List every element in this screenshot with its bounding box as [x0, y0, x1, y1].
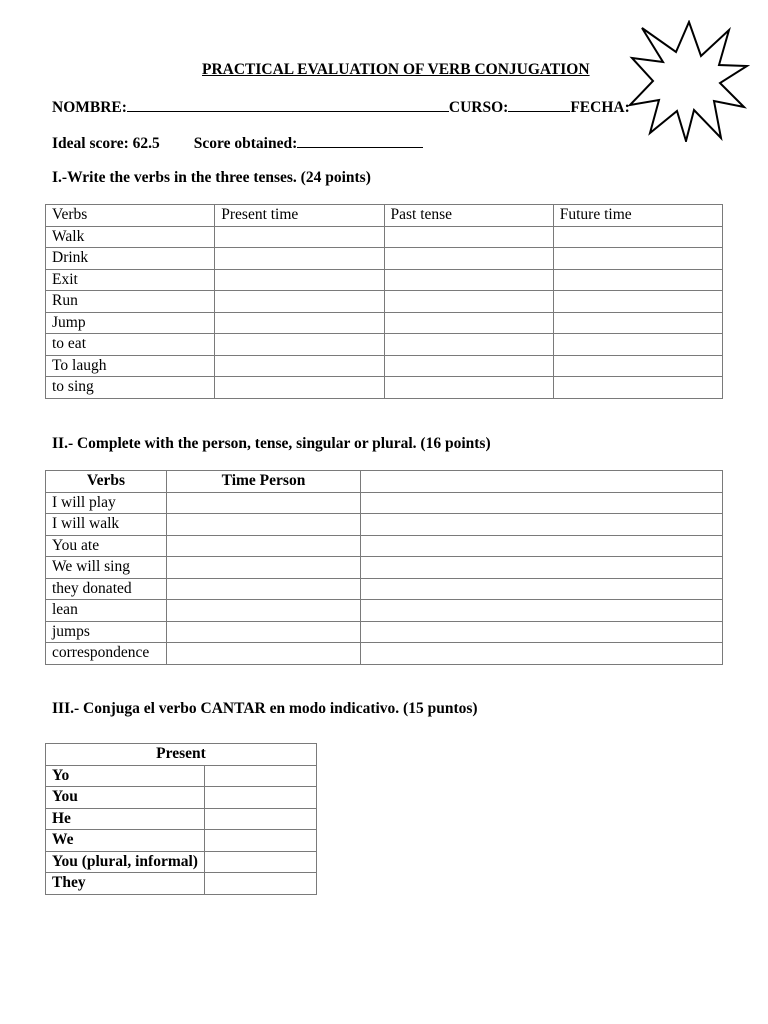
verb-cell: Drink — [46, 248, 215, 270]
verb-cell: To laugh — [46, 355, 215, 377]
table-row — [46, 621, 723, 643]
time-person-cell[interactable] — [167, 643, 361, 665]
pronoun-label: You — [52, 788, 78, 806]
table-row — [46, 334, 723, 356]
verb-cell: I will play — [46, 492, 167, 514]
past-tense-cell[interactable] — [384, 248, 553, 270]
table-row — [46, 535, 723, 557]
conjugation-cell[interactable] — [204, 808, 316, 830]
table-row — [46, 226, 723, 248]
verb-cell: Run — [46, 291, 215, 313]
column-header — [361, 471, 723, 493]
column-header: Present time — [215, 205, 384, 227]
nombre-field[interactable] — [127, 97, 449, 112]
future-time-cell[interactable] — [553, 269, 722, 291]
verb-cell: lean — [46, 600, 167, 622]
future-time-cell[interactable] — [553, 355, 722, 377]
section3-heading: III.- Conjuga el verbo CANTAR en modo indicativo. (15 puntos) — [52, 700, 478, 717]
curso-label: CURSO: — [448, 99, 509, 116]
table-row — [46, 557, 723, 579]
table-row — [46, 355, 723, 377]
past-tense-cell[interactable] — [384, 291, 553, 313]
verb-cell: Walk — [46, 226, 215, 248]
pronoun-cell — [46, 808, 205, 830]
past-tense-cell[interactable] — [384, 312, 553, 334]
time-person-cell[interactable] — [167, 492, 361, 514]
table-header-row — [46, 205, 723, 227]
answer-cell[interactable] — [361, 557, 723, 579]
present-time-cell[interactable] — [215, 269, 384, 291]
table-row — [46, 269, 723, 291]
score-obtained-label: Score obtained: — [193, 135, 298, 152]
time-person-cell[interactable] — [167, 514, 361, 536]
future-time-cell[interactable] — [553, 334, 722, 356]
table-header-row — [46, 744, 317, 766]
conjugation-cell[interactable] — [204, 787, 316, 809]
pronoun-label: They — [52, 874, 86, 892]
present-time-cell[interactable] — [215, 377, 384, 399]
answer-cell[interactable] — [361, 600, 723, 622]
future-time-cell[interactable] — [553, 248, 722, 270]
verb-cell: to sing — [46, 377, 215, 399]
section2-heading: II.- Complete with the person, tense, singular or plural. (16 points) — [52, 435, 491, 452]
past-tense-cell[interactable] — [384, 226, 553, 248]
column-header: Time Person — [167, 471, 361, 493]
starburst-icon — [628, 20, 750, 142]
table-row — [46, 808, 317, 830]
fecha-label: FECHA: — [570, 99, 630, 116]
table-row — [46, 830, 317, 852]
table-row — [46, 248, 723, 270]
present-time-cell[interactable] — [215, 226, 384, 248]
table-row — [46, 600, 723, 622]
present-time-cell[interactable] — [215, 355, 384, 377]
conjugation-cell[interactable] — [204, 873, 316, 895]
table-header-row — [46, 471, 723, 493]
time-person-cell[interactable] — [167, 600, 361, 622]
pronoun-label: You (plural, informal) — [52, 852, 198, 870]
answer-cell[interactable] — [361, 621, 723, 643]
score-obtained-field[interactable] — [297, 133, 423, 148]
cantar-conjugation-table — [45, 743, 317, 895]
nombre-label: NOMBRE: — [52, 99, 127, 116]
pronoun-cell — [46, 830, 205, 852]
future-time-cell[interactable] — [553, 226, 722, 248]
answer-cell[interactable] — [361, 578, 723, 600]
past-tense-cell[interactable] — [384, 377, 553, 399]
time-person-cell[interactable] — [167, 621, 361, 643]
table-row — [46, 514, 723, 536]
pronoun-cell — [46, 873, 205, 895]
answer-cell[interactable] — [361, 643, 723, 665]
column-header: Future time — [553, 205, 722, 227]
table-row — [46, 578, 723, 600]
pronoun-label: Yo — [52, 766, 70, 784]
table-row — [46, 873, 317, 895]
conjugation-cell[interactable] — [204, 851, 316, 873]
section1-heading: I.-Write the verbs in the three tenses. (24 points) — [52, 169, 371, 186]
verb-cell: correspondence — [46, 643, 167, 665]
time-person-cell[interactable] — [167, 578, 361, 600]
person-tense-table — [45, 470, 723, 665]
time-person-cell[interactable] — [167, 535, 361, 557]
answer-cell[interactable] — [361, 514, 723, 536]
table-row — [46, 851, 317, 873]
present-time-cell[interactable] — [215, 248, 384, 270]
student-info-line — [52, 97, 630, 117]
verb-cell: I will walk — [46, 514, 167, 536]
table-row — [46, 492, 723, 514]
column-header: Present — [46, 744, 317, 766]
future-time-cell[interactable] — [553, 377, 722, 399]
curso-field[interactable] — [508, 97, 570, 112]
answer-cell[interactable] — [361, 492, 723, 514]
verb-tenses-table — [45, 204, 723, 399]
pronoun-cell — [46, 765, 205, 787]
column-header: Verbs — [46, 471, 167, 493]
verb-cell: they donated — [46, 578, 167, 600]
past-tense-cell[interactable] — [384, 269, 553, 291]
past-tense-cell[interactable] — [384, 355, 553, 377]
future-time-cell[interactable] — [553, 312, 722, 334]
table-row — [46, 643, 723, 665]
table-row — [46, 291, 723, 313]
present-time-cell[interactable] — [215, 334, 384, 356]
ideal-score: Ideal score: 62.5 — [52, 135, 160, 152]
conjugation-cell[interactable] — [204, 830, 316, 852]
page-title: PRACTICAL EVALUATION OF VERB CONJUGATION — [202, 61, 590, 78]
table-row — [46, 312, 723, 334]
column-header: Past tense — [384, 205, 553, 227]
past-tense-cell[interactable] — [384, 334, 553, 356]
table-row — [46, 377, 723, 399]
answer-cell[interactable] — [361, 535, 723, 557]
conjugation-cell[interactable] — [204, 765, 316, 787]
pronoun-label: He — [52, 809, 71, 827]
score-line — [52, 133, 423, 153]
pronoun-label: We — [52, 831, 74, 849]
future-time-cell[interactable] — [553, 291, 722, 313]
column-header: Verbs — [46, 205, 215, 227]
pronoun-cell — [46, 851, 205, 873]
time-person-cell[interactable] — [167, 557, 361, 579]
table-row — [46, 765, 317, 787]
table-row — [46, 787, 317, 809]
verb-cell: We will sing — [46, 557, 167, 579]
verb-cell: Jump — [46, 312, 215, 334]
verb-cell: Exit — [46, 269, 215, 291]
verb-cell: jumps — [46, 621, 167, 643]
pronoun-cell — [46, 787, 205, 809]
verb-cell: to eat — [46, 334, 215, 356]
verb-cell: You ate — [46, 535, 167, 557]
present-time-cell[interactable] — [215, 291, 384, 313]
present-time-cell[interactable] — [215, 312, 384, 334]
